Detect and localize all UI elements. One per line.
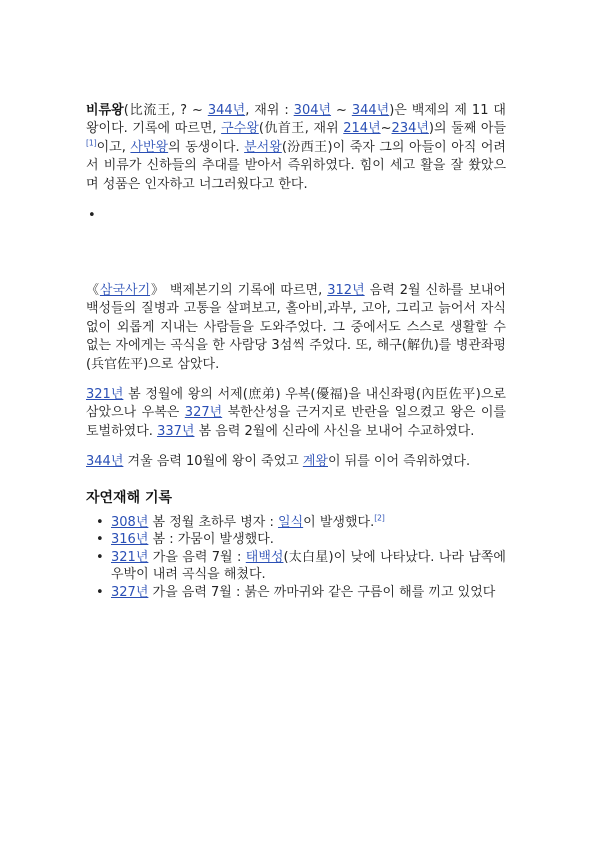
link-321-disaster[interactable]: 321년 (111, 549, 149, 565)
link-taebaekseong[interactable]: 태백성 (245, 549, 284, 565)
death-paragraph: 344년 겨울 음력 10월에 왕이 죽었고 계왕이 뒤를 이어 즉위하였다. (86, 454, 471, 470)
footnote-ref-1[interactable]: [1] (86, 138, 97, 148)
link-308[interactable]: 308년 (111, 514, 149, 530)
rebellion-paragraph: 321년 봄 정월에 왕의 서제(庶弟) 우복(優福)을 내신좌평(內臣佐平)으로 삼았으나 우복은 327년 북한산성을 근거지로 반란을 일으켰고 왕은 이를 토벌하였다. 337년 봄 음력 2월에 신라에 사신을 보내어 수교하였다. (86, 387, 506, 439)
link-gyewang[interactable]: 계왕 (302, 454, 328, 470)
link-304[interactable]: 304년 (293, 103, 332, 118)
link-327-disaster[interactable]: 327년 (111, 585, 149, 601)
link-344-death[interactable]: 344년 (86, 454, 124, 470)
article-subject: 비류왕 (86, 103, 124, 118)
list-item: • 308년 봄 정월 초하루 병자 : 일식이 발생했다.[2] (86, 514, 506, 532)
link-344-end[interactable]: 344년 (351, 103, 390, 118)
link-337[interactable]: 337년 (157, 423, 195, 439)
bullet-marker: • (88, 208, 96, 224)
link-327[interactable]: 327년 (184, 405, 223, 421)
disaster-list (86, 514, 506, 602)
link-321[interactable]: 321년 (86, 387, 124, 403)
link-234[interactable]: 234년 (391, 121, 429, 137)
article-body (86, 102, 506, 602)
link-ilsik[interactable]: 일식 (278, 514, 304, 530)
link-312[interactable]: 312년 (327, 283, 365, 299)
reign-paragraph: 《삼국사기》 백제본기의 기록에 따르면, 312년 음력 2월 신하를 보내어 백성들의 질병과 고통을 살펴보고, 홀아비,과부, 고아, 그리고 늙어서 자식없이 외롭게 지내는 사람들을 도와주었다. 그 중에서도 스스로 생활할 수 없는 자에게는 곡식을 한 사람당 3섬씩 주었다. 또, 해구(解仇)를 병관좌평(兵官佐平)으로 삼았다. (86, 283, 506, 372)
list-item: • 321년 가을 음력 7월 : 태백성(太白星)이 낮에 나타났다. 나라 남쪽에 우박이 내려 곡식을 해쳤다. (86, 549, 506, 584)
link-316[interactable]: 316년 (111, 532, 149, 548)
link-344[interactable]: 344년 (207, 103, 246, 118)
link-sabanwang[interactable]: 사반왕 (130, 139, 169, 155)
footnote-ref-2[interactable]: [2] (374, 513, 385, 523)
list-item: • 316년 봄 : 가뭄이 발생했다. (86, 531, 506, 549)
link-gusuwang[interactable]: 구수왕 (221, 121, 259, 137)
lead-paragraph: 비류왕(比流王, ? ~ 344년, 재위 : 304년 ~ 344년)은 백제의 제 11 대 왕이다. 기록에 따르면, 구수왕(仇首王, 재위 214년~234년)의 둘째 아들[1]이고, 사반왕의 동생이다. 분서왕(汾西王)이 죽자 그의 아들이 아직 어려서 비류가 신하들의 추대를 받아서 즉위하였다. 힘이 세고 활을 잘 쐈았으며 성품은 인자하고 너그러웠다고 한다. (86, 103, 507, 192)
section-heading-disasters: 자연재해 기록 (86, 489, 173, 506)
list-item: • 327년 가을 음력 7월 : 붉은 까마귀와 같은 구름이 해를 끼고 있었다 (86, 584, 506, 602)
link-samguk-sagi[interactable]: 삼국사기 (99, 283, 151, 299)
link-bunseowang[interactable]: 분서왕 (244, 139, 282, 155)
link-214[interactable]: 214년 (343, 121, 381, 137)
